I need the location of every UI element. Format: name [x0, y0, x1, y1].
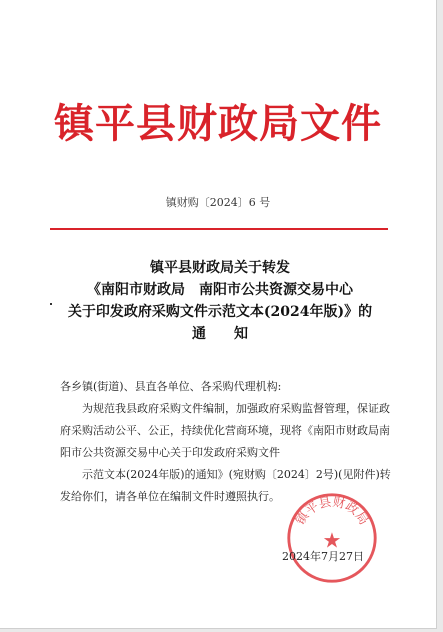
- document-date: 2024年7月27日: [282, 550, 364, 563]
- body-paragraph: 示范文本(2024年版)的通知》(宛财购〔2024〕2号)(见附件)转发给你们，请各单位在编制文件时遵照执行。: [60, 468, 391, 503]
- salutation: 各乡镇(街道)、县直各单位、各采购代理机构:: [60, 380, 282, 393]
- notice-title-line: 《南阳市财政局 南阳市公共资源交易中心: [87, 282, 353, 298]
- document-number: 镇财购〔2024〕6 号: [165, 196, 271, 209]
- seal-star-icon: ★: [322, 527, 342, 553]
- notice-body: [60, 376, 396, 508]
- document-header-title: 镇平县财政局文件: [54, 100, 382, 147]
- official-seal-stamp: [284, 490, 380, 586]
- body-paragraph: 为规范我县政府采购文件编制，加强政府采购监督管理，保证政府采购活动公平、公正，持续优化营商环境，现将《南阳市财政局南阳市公共资源交易中心关于印发政府采购文件: [60, 402, 390, 459]
- notice-title-line: 关于印发政府采购文件示范文本(2024年版)》的: [67, 304, 373, 320]
- margin-mark: [50, 303, 52, 305]
- seal-text: 镇平县财政局: [292, 493, 372, 528]
- notice-title: [40, 257, 400, 345]
- notice-title-line: 通 知: [192, 326, 248, 342]
- notice-title-line: 镇平县财政局关于转发: [150, 260, 290, 276]
- red-divider-line: [50, 228, 388, 230]
